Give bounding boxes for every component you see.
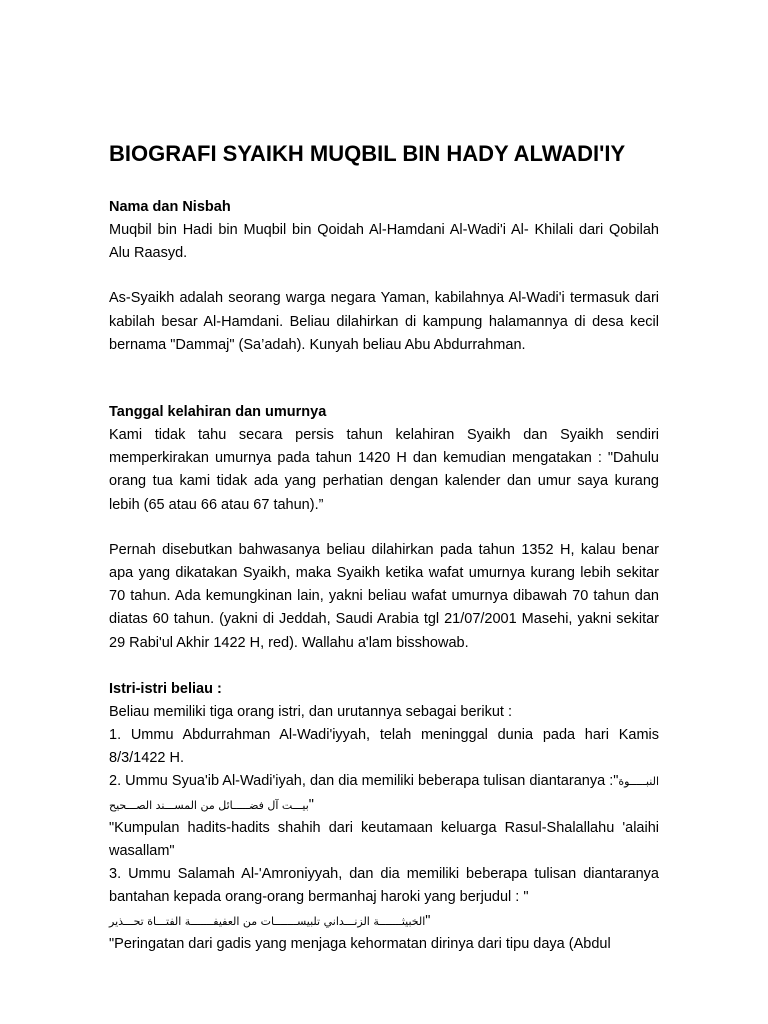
document-body: [109, 140, 659, 956]
list-item-istri-3-translation: "Peringatan dari gadis yang menjaga kehormatan dirinya dari tipu daya (Abdul: [109, 935, 611, 952]
paragraph-nama-2: As-Syaikh adalah seorang warga negara Yaman, kabilahnya Al-Wadi'i termasuk dari kabilah besar Al-Hamdani. Beliau dilahirkan di kampung halamannya di desa kecil bernama "Dammaj" (Sa’adah). Kunyah beliau Abu Abdurrahman.: [109, 290, 659, 353]
arabic-title-2: الخبيثـــــــة الزنـــداني تلبيســـــــات من العفيفـــــــة الفتـــاة تحـــذير: [109, 914, 426, 928]
istri-2-text: 2. Ummu Syua'ib Al-Wadi'iyah, dan dia memiliki beberapa tulisan diantaranya :": [109, 773, 619, 790]
list-item-istri-2-translation: "Kumpulan hadits-hadits shahih dari keutamaan keluarga Rasul-Shalallahu 'alaihi wasallam": [109, 819, 659, 860]
section-heading-istri: Istri-istri beliau :: [109, 680, 222, 697]
document-title: BIOGRAFI SYAIKH MUQBIL BIN HADY ALWADI'IY: [109, 141, 626, 166]
list-item-istri-1: 1. Ummu Abdurrahman Al-Wadi'iyyah, telah meninggal dunia pada hari Kamis 8/3/1422 H.: [109, 727, 659, 767]
arabic-title-1: النبـــــوة بيـــت آل فضـــــائل من المســـند الصـــحيح: [109, 775, 659, 812]
paragraph-kelahiran-1: Kami tidak tahu secara persis tahun kelahiran Syaikh dan Syaikh sendiri memperkirakan umurnya pada tahun 1420 H dan kemudian mengatakan : "Dahulu orang tua kami tidak ada yang perhatian dengan kalender dan umur saya kurang lebih (65 atau 66 atau 67 tahun).”: [109, 427, 659, 513]
list-item-istri-3: [109, 863, 659, 933]
paragraph-nama-1: Muqbil bin Hadi bin Muqbil bin Qoidah Al-Hamdani Al-Wadi'i Al- Khilali dari Qobilah Alu Raasyd.: [109, 222, 659, 262]
istri-2-quote-close: ": [308, 796, 314, 813]
paragraph-istri-intro: Beliau memiliki tiga orang istri, dan urutannya sebagai berikut :: [109, 703, 512, 720]
istri-3-quote-close: ": [425, 912, 431, 929]
section-heading-nama: Nama dan Nisbah: [109, 199, 231, 215]
istri-3-text: 3. Ummu Salamah Al-'Amroniyyah, dan dia memiliki beberapa tulisan diantaranya bantahan kepada orang-orang bermanhaj haroki yang berjudul : ": [109, 866, 659, 906]
paragraph-kelahiran-2: Pernah disebutkan bahwasanya beliau dilahirkan pada tahun 1352 H, kalau benar apa yang dikatakan Syaikh, maka Syaikh ketika wafat umurnya kurang lebih sekitar 70 tahun. Ada kemungkinan lain, yakni beliau wafat umurnya dibawah 70 tahun dan diatas 60 tahun. (yakni di Jeddah, Saudi Arabia tgl 21/07/2001 Masehi, yakni sekitar 29 Rabi'ul Akhir 1422 H, red). Wallahu a'lam bisshowab.: [109, 541, 659, 651]
section-heading-kelahiran: Tanggal kelahiran dan umurnya: [109, 404, 327, 421]
list-item-istri-2: [109, 770, 659, 816]
